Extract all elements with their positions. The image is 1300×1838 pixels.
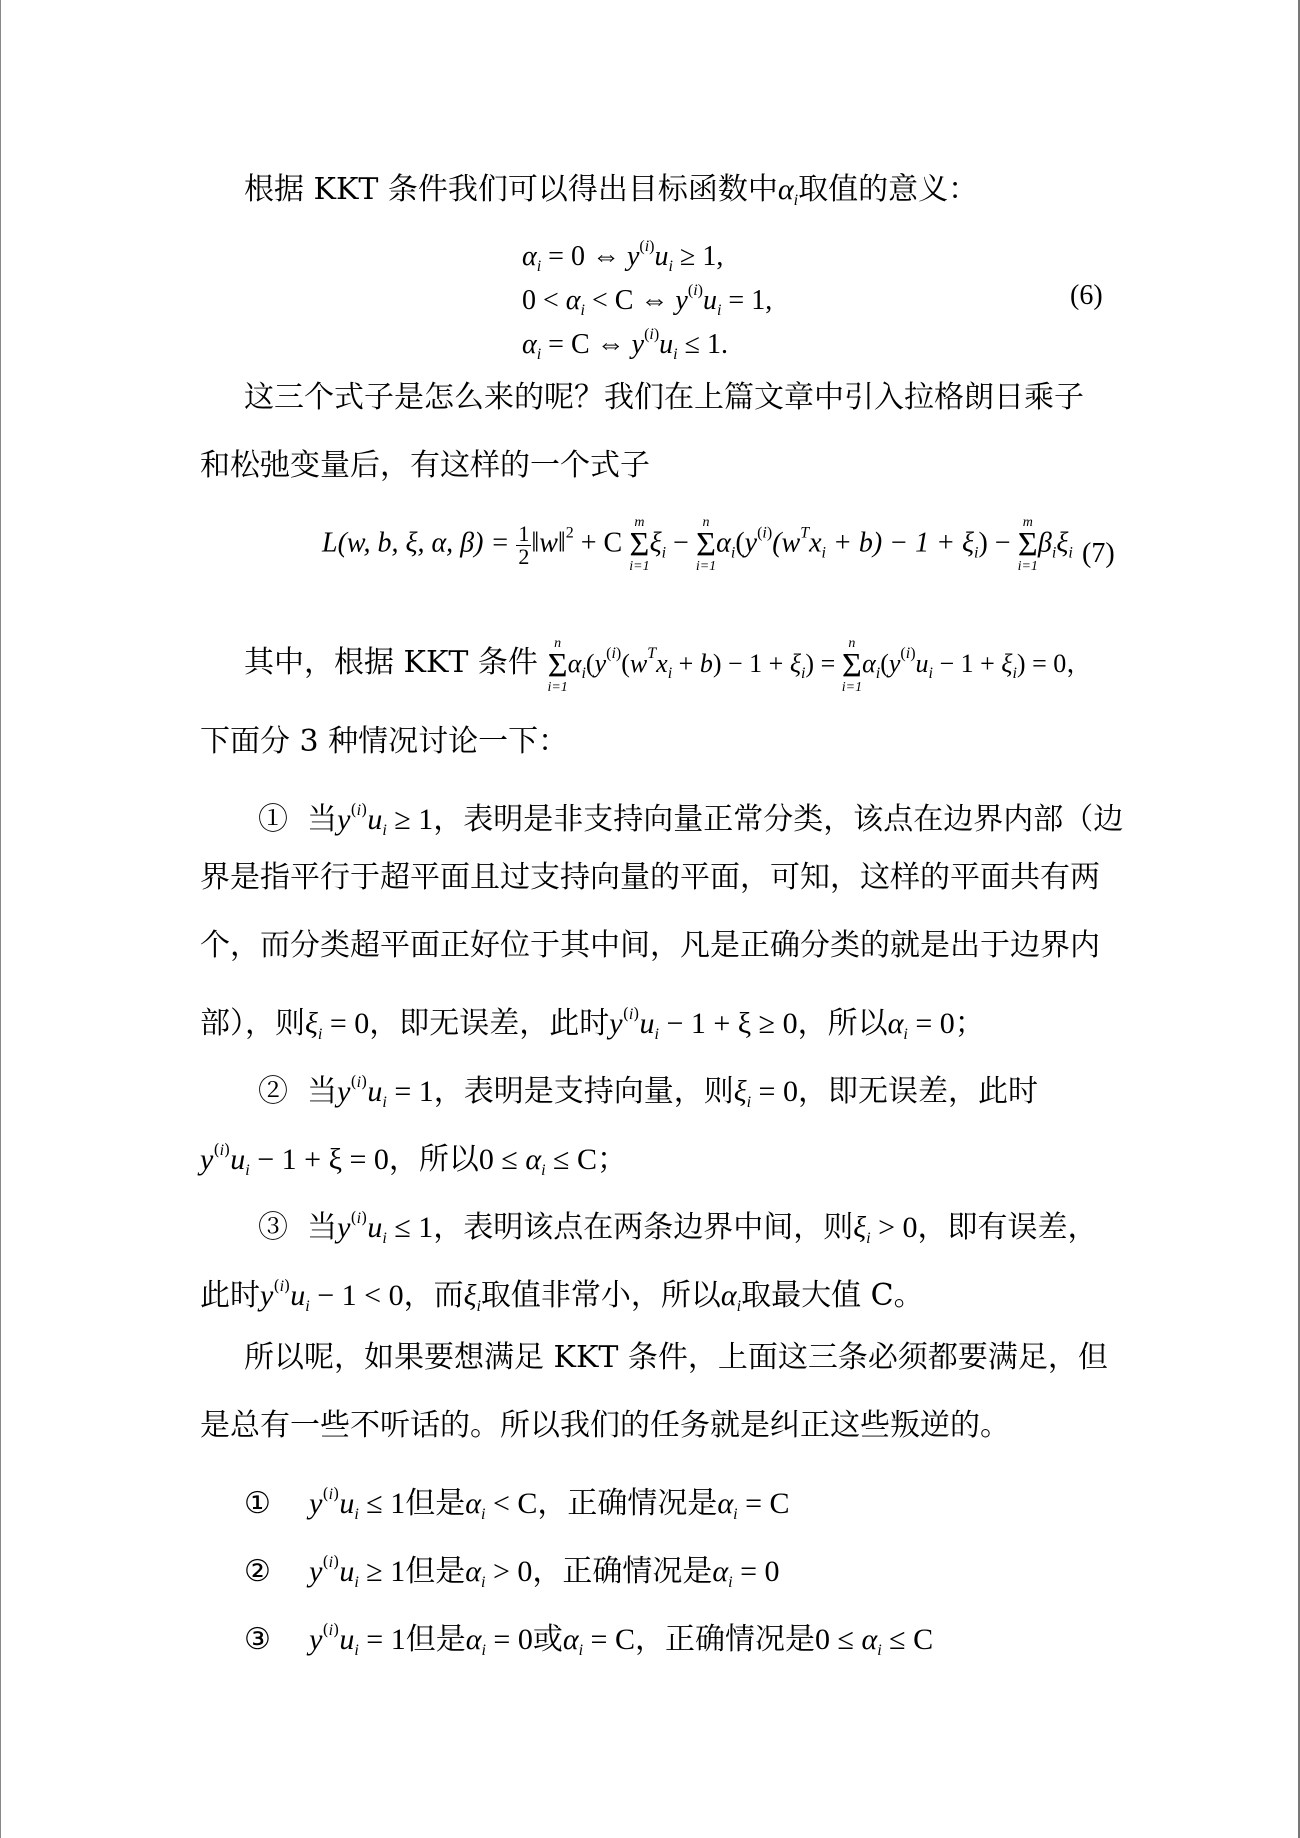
violation-1-marker: ① <box>244 1486 271 1521</box>
sum-symbol: m Σ i=1 <box>629 515 650 574</box>
case-1-line-2: 界是指平行于超平面且过支持向量的平面，可知，这样的平面共有两 <box>200 860 1100 895</box>
case-3-line-2: 此时$y^{(i)}u_i - 1 < 0$，而$\xi_i$取值非常小，所以$\alpha_i$取最大值 C。 <box>200 1276 924 1315</box>
sum-symbol: n Σ i=1 <box>695 515 717 574</box>
paragraph-2-line-2: 和松弛变量后，有这样的一个式子 <box>200 448 650 483</box>
paragraph-2-line-1: 这三个式子是怎么来的呢？我们在上篇文章中引入拉格朗日乘子 <box>244 380 1084 415</box>
paragraph-3-line-1: 其中，根据 KKT 条件 n Σ i=1 $\alpha_i(y^{(i)}(w^Tx_i + b) - 1 + \xi_i)$ = n Σ i=1 $\alpha_i(y^{(i)}u_i - 1 + \xi_i) = 0$， <box>244 636 1093 696</box>
case-2-line-1: ② 当$y^{(i)}u_i = 1$，表明是支持向量，则$\xi_i = 0$，即无误差，此时 <box>258 1072 1038 1111</box>
equation-6-number: (6) <box>1070 280 1103 311</box>
case-1-line-1: ① 当$y^{(i)}u_i \ge 1$，表明是非支持向量正常分类，该点在边界内部（边 <box>258 800 1124 839</box>
page-left-edge <box>0 0 1 1838</box>
case-1-line-3: 个，而分类超平面正好位于其中间，凡是正确分类的就是出于边界内 <box>200 928 1100 963</box>
case-1-line-4: 部），则$\xi_i = 0$，即无误差，此时$y^{(i)}u_i - 1 + \xi \ge 0$，所以$\alpha_i = 0$； <box>200 1004 985 1043</box>
violation-item-1: ① $y^{(i)}u_i \le 1$但是$\alpha_i < C$，正确情况是$\alpha_i = C$ <box>244 1484 790 1523</box>
violation-item-3: ③ $y^{(i)}u_i = 1$但是$\alpha_i = 0$或$\alpha_i = C$，正确情况是$0 \le \alpha_i \le C$ <box>244 1620 934 1659</box>
paragraph-4-line-2: 是总有一些不听话的。所以我们的任务就是纠正这些叛逆的。 <box>200 1408 1010 1443</box>
paragraph-4-line-1: 所以呢，如果要想满足 KKT 条件，上面这三条必须都要满足，但 <box>244 1340 1108 1375</box>
violation-2-marker: ② <box>244 1554 271 1589</box>
sum-symbol: m Σ i=1 <box>1017 515 1038 574</box>
case-3-line-1: ③ 当$y^{(i)}u_i \le 1$，表明该点在两条边界中间，则$\xi_i > 0$，即有误差， <box>258 1208 1098 1247</box>
case-3-marker: ③ <box>258 1210 288 1245</box>
equation-6-line-2: $0 < \alpha_i < C$ ⇔ $y^{(i)}u_i = 1$, <box>522 282 773 319</box>
case-1-marker: ① <box>258 802 288 837</box>
violation-item-2: ② $y^{(i)}u_i \ge 1$但是$\alpha_i > 0$，正确情况是$\alpha_i = 0$ <box>244 1552 780 1591</box>
equation-6-line-3: $\alpha_i = C$ ⇔ $y^{(i)}u_i \le 1$. <box>522 326 728 363</box>
paragraph-3-line-2: 下面分 3 种情况讨论一下： <box>200 724 569 759</box>
violation-3-marker: ③ <box>244 1622 271 1657</box>
case-2-marker: ② <box>258 1074 288 1109</box>
equation-7: L(w, b, ξ, α, β) = $\frac{1}{2}$ ‖w‖$^2$ + C m Σ i=1 $\xi_i$ − n Σ i=1 $\alpha_i(y^{(i)}(w^Tx_i + b) - 1 + \xi_i)$ − m Σ i=1 $\beta_i\xi_i$ <box>322 515 1073 574</box>
equation-6-line-1: $\alpha_i = 0$ ⇔ $y^{(i)}u_i \ge 1$, <box>522 238 724 275</box>
fraction-one-half: $\frac{1}{2}$ <box>518 520 530 569</box>
equation-7-number: (7) <box>1082 538 1115 569</box>
case-2-line-2: $y^{(i)}u_i - 1 + \xi = 0$，所以$0 \le \alpha_i \le C$； <box>200 1140 628 1179</box>
paragraph-intro: 根据 KKT 条件我们可以得出目标函数中$\alpha_i$取值的意义： <box>244 172 979 209</box>
